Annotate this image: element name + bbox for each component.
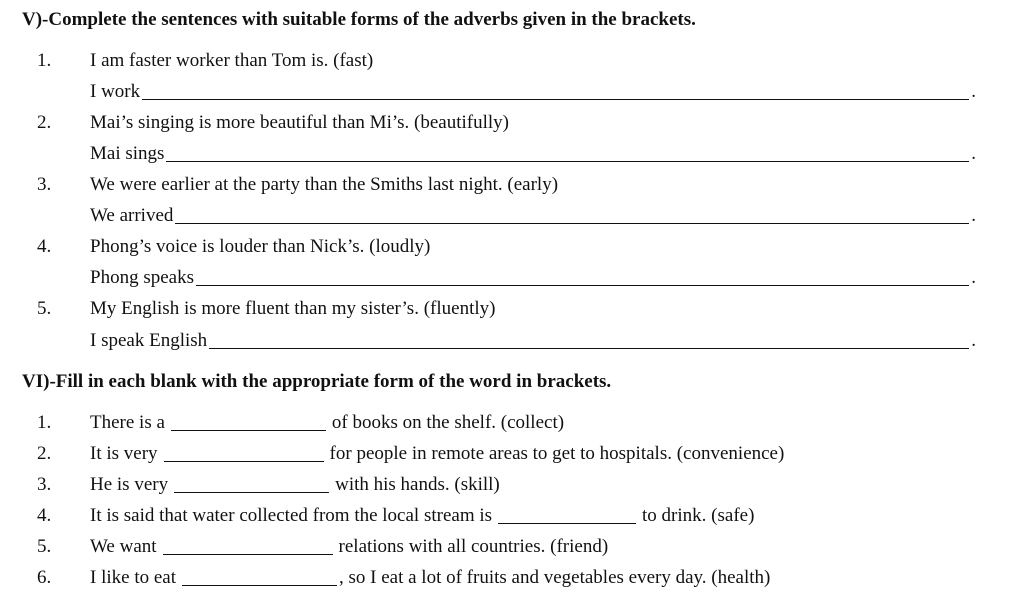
answer-prompt: I work — [90, 81, 141, 102]
end-mark: . — [971, 143, 976, 164]
answer-prompt: Phong speaks — [90, 267, 194, 288]
section-vi-title: VI)-Fill in each blank with the appropriate form of the word in brackets. — [22, 371, 612, 392]
section-v-item-5 — [0, 296, 1024, 322]
item-number: 1. — [37, 412, 52, 433]
section-vi-item-5 — [0, 534, 1024, 560]
item-sentence: Mai’s singing is more beautiful than Mi’s. (beautifully) — [90, 112, 509, 133]
section-v-item-4-answer — [0, 265, 1024, 291]
section-v-item-4 — [0, 234, 1024, 260]
text-after-blank: for people in remote areas to get to hospitals. (convenience) — [329, 443, 785, 464]
end-mark: . — [971, 267, 976, 288]
item-number: 5. — [37, 536, 52, 557]
section-v-title: V)-Complete the sentences with suitable forms of the adverbs given in the brackets. — [22, 9, 696, 30]
answer-blank[interactable] — [164, 442, 324, 462]
section-v-item-2-answer — [0, 141, 1024, 167]
item-number: 4. — [37, 236, 52, 257]
answer-blank[interactable] — [174, 473, 329, 493]
answer-blank[interactable] — [142, 80, 969, 100]
item-number: 2. — [37, 443, 52, 464]
text-after-blank: relations with all countries. (friend) — [338, 536, 609, 557]
answer-prompt: I speak English — [90, 330, 208, 351]
text-before-blank: He is very — [90, 474, 169, 495]
text-before-blank: It is said that water collected from the local stream is — [90, 505, 493, 526]
section-v-item-3 — [0, 172, 1024, 198]
answer-prompt: We arrived — [90, 205, 174, 226]
answer-blank[interactable] — [182, 566, 337, 586]
item-number: 6. — [37, 567, 52, 588]
section-v-item-5-answer — [0, 328, 1024, 354]
item-sentence: Phong’s voice is louder than Nick’s. (loudly) — [90, 236, 431, 257]
end-mark: . — [971, 330, 976, 351]
text-before-blank: There is a — [90, 412, 165, 433]
text-after-blank: , so I eat a lot of fruits and vegetables every day. (health) — [339, 567, 771, 588]
answer-blank[interactable] — [196, 266, 969, 286]
section-vi-item-1 — [0, 410, 1024, 436]
item-sentence: I am faster worker than Tom is. (fast) — [90, 50, 374, 71]
item-number: 3. — [37, 174, 52, 195]
item-number: 1. — [37, 50, 52, 71]
section-vi-item-6 — [0, 565, 1024, 591]
section-v-item-3-answer — [0, 203, 1024, 229]
answer-blank[interactable] — [166, 142, 969, 162]
text-before-blank: I like to eat — [90, 567, 176, 588]
end-mark: . — [971, 205, 976, 226]
answer-prompt: Mai sings — [90, 143, 165, 164]
item-number: 5. — [37, 298, 52, 319]
item-sentence: We were earlier at the party than the Smiths last night. (early) — [90, 174, 559, 195]
answer-blank[interactable] — [171, 411, 326, 431]
end-mark: . — [971, 81, 976, 102]
section-v-item-1 — [0, 48, 1024, 74]
answer-blank[interactable] — [175, 204, 969, 224]
section-v-item-1-answer — [0, 79, 1024, 105]
text-before-blank: We want — [90, 536, 157, 557]
item-sentence: My English is more fluent than my sister’s. (fluently) — [90, 298, 496, 319]
text-after-blank: to drink. (safe) — [642, 505, 755, 526]
answer-blank[interactable] — [209, 329, 969, 349]
section-vi-item-4 — [0, 503, 1024, 529]
section-vi-item-2 — [0, 441, 1024, 467]
item-number: 3. — [37, 474, 52, 495]
text-after-blank: of books on the shelf. (collect) — [331, 412, 565, 433]
text-after-blank: with his hands. (skill) — [335, 474, 500, 495]
answer-blank[interactable] — [498, 504, 636, 524]
section-v-item-2 — [0, 110, 1024, 136]
text-before-blank: It is very — [90, 443, 158, 464]
answer-blank[interactable] — [163, 535, 333, 555]
item-number: 2. — [37, 112, 52, 133]
section-vi-item-3 — [0, 472, 1024, 498]
item-number: 4. — [37, 505, 52, 526]
